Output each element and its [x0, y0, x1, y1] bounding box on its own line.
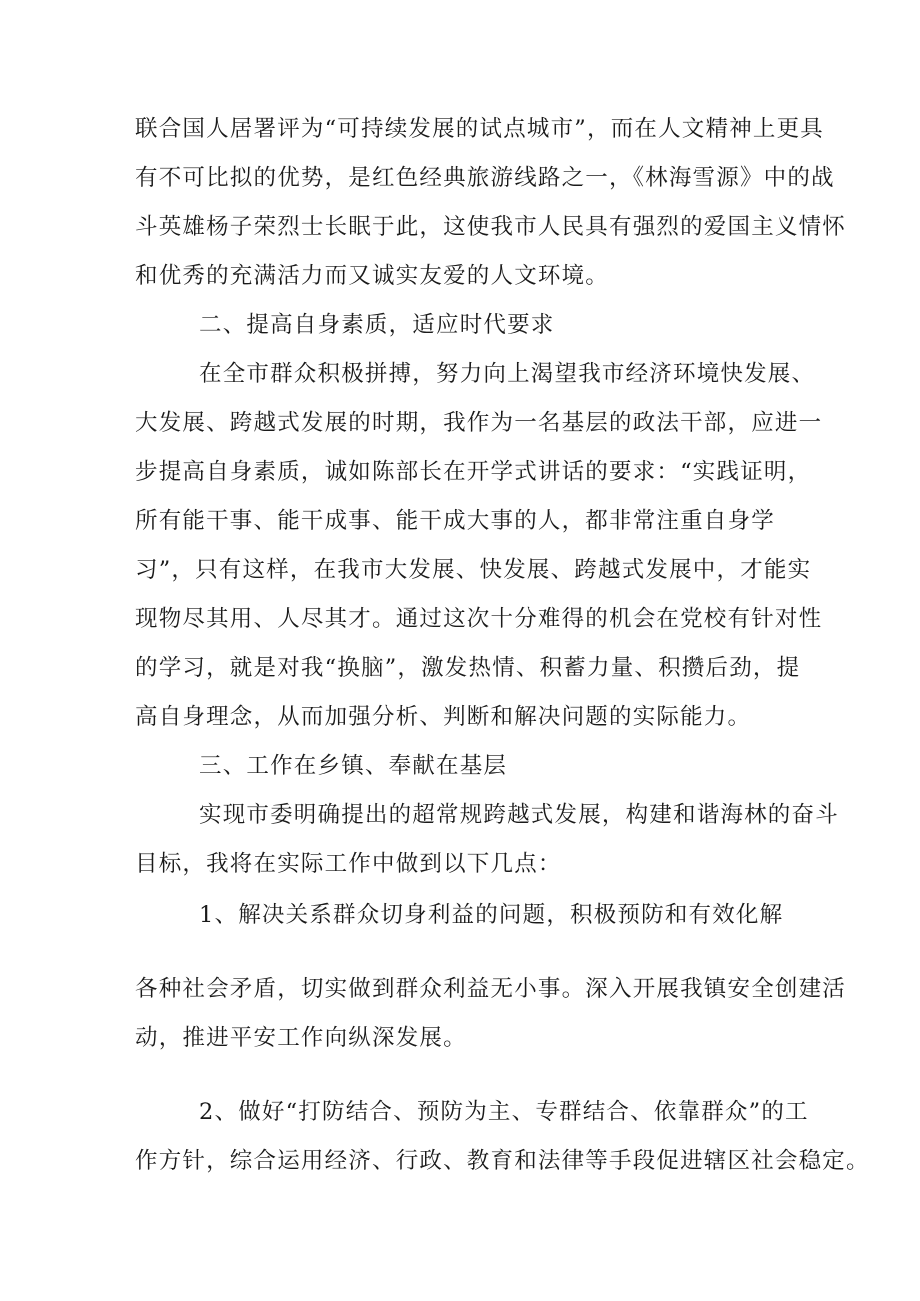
paragraph-line: 斗英雄杨子荣烈士长眠于此，这使我市人民具有强烈的爱国主义情怀	[135, 214, 847, 240]
list-item-line: 2、做好“打防结合、预防为主、专群结合、依靠群众”的工	[199, 1099, 809, 1125]
paragraph-line: 所有能干事、能干成事、能干成大事的人，都非常注重自身学	[135, 508, 775, 534]
paragraph-line: 高自身理念，从而加强分析、判断和解决问题的实际能力。	[135, 704, 752, 730]
paragraph-line: 实现市委明确提出的超常规跨越式发展，构建和谐海林的奋斗	[199, 802, 839, 828]
paragraph-line: 的学习，就是对我“换脑”，激发热情、积蓄力量、积攒后劲，提	[135, 655, 801, 681]
paragraph-line: 和优秀的充满活力而又诚实友爱的人文环境。	[135, 263, 610, 289]
list-item-line: 作方针，综合运用经济、行政、教育和法律等手段促进辖区社会稳定。	[135, 1148, 870, 1174]
paragraph-line: 步提高自身素质，诚如陈部长在开学式讲话的要求：“实践证明，	[135, 459, 812, 485]
list-item-line: 1、解决关系群众切身利益的问题，积极预防和有效化解	[199, 902, 784, 928]
paragraph-line: 习”，只有这样，在我市大发展、快发展、跨越式发展中，才能实	[135, 557, 812, 583]
paragraph-line: 在全市群众积极拼搏，努力向上渴望我市经济环境快发展、	[199, 361, 816, 387]
paragraph-line: 目标，我将在实际工作中做到以下几点：	[135, 851, 562, 877]
paragraph-line: 有不可比拟的优势，是红色经典旅游线路之一，《林海雪源》中的战	[135, 165, 835, 191]
list-item-line: 各种社会矛盾，切实做到群众利益无小事。深入开展我镇安全创建活	[135, 976, 847, 1002]
list-item-line: 动，推进平安工作向纵深发展。	[135, 1025, 467, 1051]
paragraph-line: 联合国人居署评为“可持续发展的试点城市”，而在人文精神上更具	[135, 116, 825, 142]
paragraph-line: 大发展、跨越式发展的时期，我作为一名基层的政法干部，应进一	[135, 410, 823, 436]
section-heading: 三、工作在乡镇、奉献在基层	[199, 753, 508, 779]
paragraph-line: 现物尽其用、人尽其才。通过这次十分难得的机会在党校有针对性	[135, 606, 823, 632]
section-heading: 二、提高自身素质，适应时代要求	[199, 312, 555, 338]
